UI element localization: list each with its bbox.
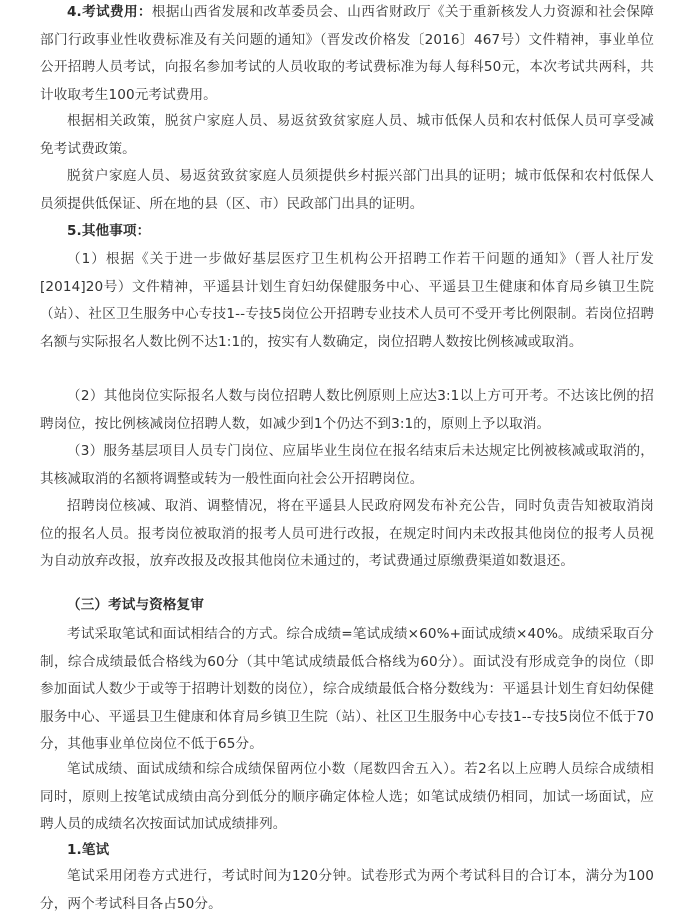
fee-heading: 4.考试费用： [67,4,152,20]
exam-section-heading: （三）考试与资格复审 [67,597,204,613]
post-adjustment-notice: 招聘岗位核减、取消、调整情况，将在平遥县人民政府网发布补充公告，同时负责告知被取消岗位的报名人员。报考岗位被取消的报考人员可进行改报，在规定时间内未改报其他岗位的报考人员视为自动放弃改报，放弃改报及改报其他岗位未通过的，考试费通过原缴费渠道如数退还。 [40,498,654,569]
fee-policy-paragraph: 根据相关政策，脱贫户家庭人员、易返贫致贫家庭人员、城市低保人员和农村低保人员可享受减免考试费政策。 [40,113,654,157]
fee-paragraph [40,0,654,109]
written-exam-heading: 1.笔试 [67,842,110,858]
exam-scores-paragraph: 笔试成绩、面试成绩和综合成绩保留两位小数（尾数四舍五入）。若2名以上应聘人员综合成绩相同时，原则上按笔试成绩由高分到低分的顺序确定体检人选；如笔试成绩仍相同，加试一场面试，应聘人员的成绩名次按面试加试成绩排列。 [40,761,654,832]
other-item-1: （1）根据《关于进一步做好基层医疗卫生机构公开招聘工作若干问题的通知》（晋人社厅发[2014]20号）文件精神，平遥县计划生育妇幼保健服务中心、平遥县卫生健康和体育局乡镇卫生院（站）、社区卫生服务中心专技1--专技5岗位公开招聘专业技术人员可不受开考比例限制。若岗位招聘名额与实际报名人数比例不达1:1的，按实有人数确定，岗位招聘人数按比例核减或取消。 [40,251,654,350]
other-matters-heading: 5.其他事项： [67,223,151,239]
fee-body: 根据山西省发展和改革委员会、山西省财政厅《关于重新核发人力资源和社会保障部门行政事业性收费标准及有关问题的通知》（晋发改价格发〔2016〕467号）文件精神，事业单位公开招聘人员考试，向报名参加考试的人员收取的考试费标准为每人每科50元，本次考试共两科，共计收取考生100元考试费用。 [40,4,654,103]
written-exam-paragraph: 笔试采用闭卷方式进行，考试时间为120分钟。试卷形式为两个考试科目的合订本，满分为100分，两个考试科目各占50分。 [40,868,654,912]
other-item-2: （2）其他岗位实际报名人数与岗位招聘人数比例原则上应达3:1以上方可开考。不达该比例的招聘岗位，按比例核减岗位招聘人数，如减少到1个仍达不到3:1的，原则上予以取消。 [40,388,654,432]
exam-method-paragraph: 考试采取笔试和面试相结合的方式。综合成绩=笔试成绩×60%+面试成绩×40%。成绩采取百分制，综合成绩最低合格线为60分（其中笔试成绩最低合格线为60分）。面试没有形成竞争的岗位（即参加面试人数少于或等于招聘计划数的岗位），综合成绩最低合格分数线为：平遥县计划生育妇幼保健服务中心、平遥县卫生健康和体育局乡镇卫生院（站）、社区卫生服务中心专技1--专技5岗位不低于70分，其他事业单位岗位不低于65分。 [40,626,654,752]
fee-proof-paragraph: 脱贫户家庭人员、易返贫致贫家庭人员须提供乡村振兴部门出具的证明；城市低保和农村低保人员须提供低保证、所在地的县（区、市）民政部门出具的证明。 [40,168,654,212]
other-item-3: （3）服务基层项目人员专门岗位、应届毕业生岗位在报名结束后未达规定比例被核减或取消的，其核减取消的名额将调整或转为一般性面向社会公开招聘岗位。 [40,443,654,487]
